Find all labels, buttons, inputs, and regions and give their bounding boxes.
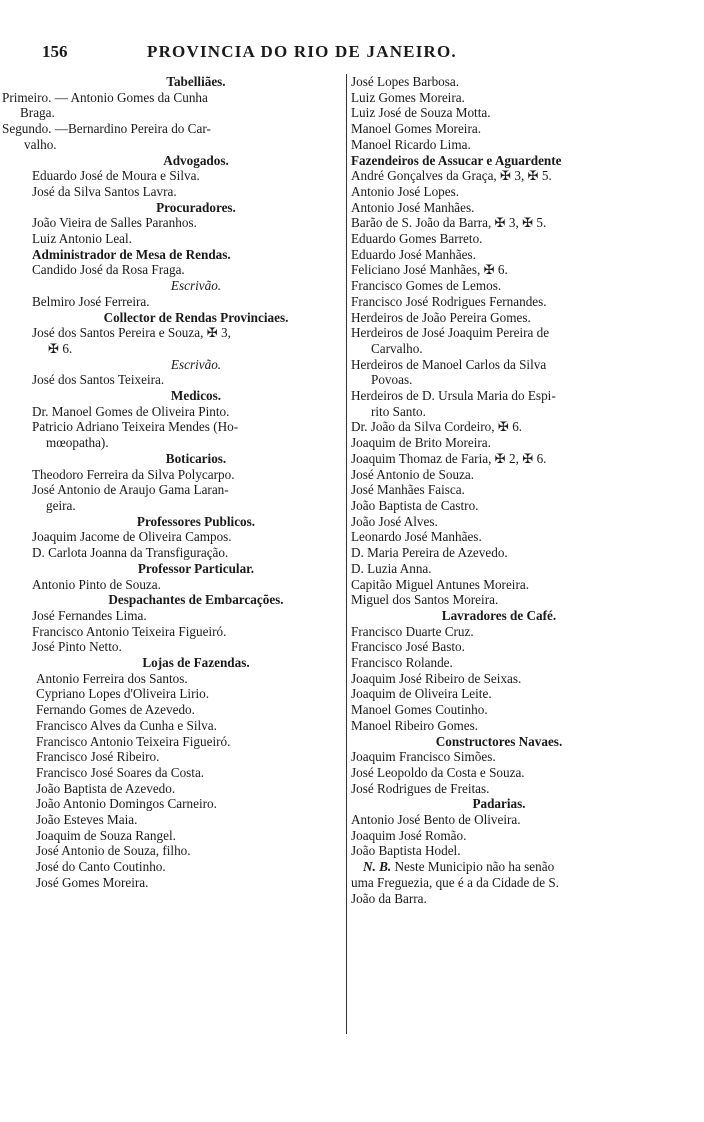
entry-line: José Antonio de Souza, filho. <box>36 843 191 859</box>
entry-line: Joaquim Thomaz de Faria, ✠ 2, ✠ 6. <box>351 450 547 466</box>
entry-label: Segundo. <box>2 121 52 137</box>
page-number: 156 <box>42 42 68 61</box>
entry-line: Antonio José Manhães. <box>351 199 475 215</box>
entry-line: Francisco Antonio Teixeira Figueiró. <box>32 623 227 639</box>
entry-line <box>2 90 340 106</box>
section-heading-despachantes: Despachantes de Embarcações. <box>108 592 284 608</box>
entry-line: Herdeiros de José Joaquim Pereira de <box>351 325 550 341</box>
entry-line: Francisco José Soares da Costa. <box>36 764 205 780</box>
entry-line: Joaquim Francisco Simões. <box>351 749 496 765</box>
footnote-text: Neste Municipio não ha senão <box>394 859 555 875</box>
section-heading-professores-publicos: Professores Publicos. <box>136 513 256 529</box>
entry-line: Patricio Adriano Teixeira Mendes (Ho- <box>32 419 239 435</box>
footnote-continuation: uma Freguezia, que é a da Cidade de S. <box>351 874 559 890</box>
entry-continuation: Povoas. <box>371 372 413 388</box>
running-title: PROVINCIA DO RIO DE JANEIRO. <box>147 42 457 61</box>
section-heading-fazendeiros: Fazendeiros de Assucar e Aguardente <box>351 152 562 168</box>
entry-line: Antonio José Lopes. <box>351 183 460 199</box>
entry-line: Barão de S. João da Barra, ✠ 3, ✠ 5. <box>351 215 547 231</box>
entry-line: João Baptista de Azevedo. <box>36 780 176 796</box>
entry-text: —Bernardino Pereira do Car- <box>54 121 211 137</box>
entry-continuation: geira. <box>46 497 76 513</box>
entry-line: José Fernandes Lima. <box>32 607 147 623</box>
entry-line: Theodoro Ferreira da Silva Polycarpo. <box>32 466 235 482</box>
section-heading-professor-particular: Professor Particular. <box>137 560 255 576</box>
entry-line: Antonio Pinto de Souza. <box>32 576 161 592</box>
entry-line: Eduardo José de Moura e Silva. <box>32 168 200 184</box>
entry-line: João Esteves Maia. <box>36 812 138 828</box>
entry-line: Manoel Gomes Moreira. <box>351 121 482 137</box>
entry-line: Belmiro José Ferreira. <box>32 293 150 309</box>
entry-continuation: Carvalho. <box>371 340 423 356</box>
entry-line: José da Silva Santos Lavra. <box>32 183 177 199</box>
entry-line: José Lopes Barbosa. <box>351 74 460 89</box>
entry-line: Antonio Ferreira dos Santos. <box>36 670 188 686</box>
entry-continuation: valho. <box>24 136 57 152</box>
entry-line: José Antonio de Araujo Gama Laran- <box>32 482 229 498</box>
left-column <box>2 74 340 891</box>
section-heading-advogados: Advogados. <box>163 152 229 168</box>
entry-line: João José Alves. <box>351 513 438 529</box>
entry-line: Luiz Antonio Leal. <box>32 231 132 247</box>
entry-line: Dr. Manoel Gomes de Oliveira Pinto. <box>32 403 230 419</box>
section-heading-administrador: Administrador de Mesa de Rendas. <box>32 246 231 262</box>
entry-continuation: ✠ 6. <box>48 340 73 356</box>
entry-line: Joaquim de Souza Rangel. <box>36 827 176 843</box>
entry-line: Joaquim José Romão. <box>351 827 467 843</box>
entry-line: José Gomes Moreira. <box>36 874 149 890</box>
entry-line: José Manhães Faisca. <box>351 482 465 498</box>
entry-line: José Rodrigues de Freitas. <box>351 780 490 796</box>
entry-line: Francisco Antonio Teixeira Figueiró. <box>36 733 231 749</box>
entry-line: Francisco Rolande. <box>351 655 453 671</box>
entry-line: João Baptista Hodel. <box>351 843 461 859</box>
right-column <box>346 74 647 1034</box>
entry-line: Luiz José de Souza Motta. <box>351 105 491 121</box>
entry-line: Francisco Duarte Cruz. <box>351 623 474 639</box>
footnote-label: N. B. <box>363 859 392 875</box>
entry-line: Herdeiros de D. Ursula Maria do Espi- <box>351 388 556 404</box>
entry-line: Francisco José Ribeiro. <box>36 749 160 765</box>
entry-line: José dos Santos Teixeira. <box>32 372 165 388</box>
entry-line: Manoel Ricardo Lima. <box>351 136 471 152</box>
sub-heading-escrivao: Escrivão. <box>170 278 222 294</box>
entry-text: — Antonio Gomes da Cunha <box>54 89 208 105</box>
entry-continuation: rito Santo. <box>371 403 426 419</box>
entry-line: Herdeiros de Manoel Carlos da Silva <box>351 356 547 372</box>
entry-line: Francisco Alves da Cunha e Silva. <box>36 717 217 733</box>
entry-line: André Gonçalves da Graça, ✠ 3, ✠ 5. <box>351 168 552 184</box>
entry-line: José Leopoldo da Costa e Souza. <box>351 764 525 780</box>
entry-line: Joaquim de Brito Moreira. <box>351 435 491 451</box>
entry-line: Francisco José Rodrigues Fernandes. <box>351 293 547 309</box>
entry-line: Francisco Gomes de Lemos. <box>351 278 502 294</box>
section-heading-boticarios: Boticarios. <box>165 450 227 466</box>
entry-line: Leonardo José Manhães. <box>351 529 482 545</box>
entry-line: D. Carlota Joanna da Transfiguração. <box>32 545 229 561</box>
entry-line: Francisco José Basto. <box>351 639 465 655</box>
entry-line: João Antonio Domingos Carneiro. <box>36 796 217 812</box>
entry-line: D. Luzia Anna. <box>351 560 432 576</box>
entry-line: João Baptista de Castro. <box>351 497 479 513</box>
entry-continuation: mœopatha). <box>46 435 109 451</box>
footnote-line <box>351 859 647 875</box>
section-heading-procuradores: Procuradores. <box>156 199 236 215</box>
entry-line: José dos Santos Pereira e Souza, ✠ 3, <box>32 325 231 341</box>
entry-line: José do Canto Coutinho. <box>36 859 166 875</box>
entry-line: José Antonio de Souza. <box>351 466 475 482</box>
entry-line: Cypriano Lopes d'Oliveira Lirio. <box>36 686 210 702</box>
entry-line: Eduardo José Manhães. <box>351 246 476 262</box>
entry-line <box>2 121 340 137</box>
entry-line: Dr. João da Silva Cordeiro, ✠ 6. <box>351 419 523 435</box>
section-heading-medicos: Medicos. <box>170 388 222 404</box>
entry-line: Antonio José Bento de Oliveira. <box>351 812 521 828</box>
entry-line: Joaquim de Oliveira Leite. <box>351 686 492 702</box>
entry-line: Manoel Gomes Coutinho. <box>351 702 488 718</box>
entry-label: Primeiro. <box>2 89 52 105</box>
footnote-continuation: João da Barra. <box>351 890 427 906</box>
running-header <box>42 42 642 64</box>
entry-line: Miguel dos Santos Moreira. <box>351 592 499 608</box>
entry-line: Joaquim José Ribeiro de Seixas. <box>351 670 522 686</box>
entry-line: Eduardo Gomes Barreto. <box>351 231 483 247</box>
entry-line: José Pinto Netto. <box>32 639 122 655</box>
entry-line: João Vieira de Salles Paranhos. <box>32 215 197 231</box>
sub-heading-escrivao: Escrivão. <box>170 356 222 372</box>
entry-line: Feliciano José Manhães, ✠ 6. <box>351 262 508 278</box>
entry-line: Luiz Gomes Moreira. <box>351 89 465 105</box>
entry-line: Capitão Miguel Antunes Moreira. <box>351 576 529 592</box>
section-heading-constructores: Constructores Navaes. <box>435 733 563 749</box>
entry-line: Fernando Gomes de Azevedo. <box>36 702 195 718</box>
section-heading-lojas: Lojas de Fazendas. <box>142 655 250 671</box>
entry-line: Herdeiros de João Pereira Gomes. <box>351 309 531 325</box>
entry-continuation: Braga. <box>20 105 55 121</box>
section-heading-collector: Collector de Rendas Provinciaes. <box>103 309 289 325</box>
entry-line: Candido José da Rosa Fraga. <box>32 262 185 278</box>
section-heading-lavradores: Lavradores de Café. <box>441 607 557 623</box>
section-heading-tabelliaes: Tabelliães. <box>166 74 226 89</box>
entry-line: Manoel Ribeiro Gomes. <box>351 717 479 733</box>
entry-line: D. Maria Pereira de Azevedo. <box>351 545 508 561</box>
section-heading-padarias: Padarias. <box>472 796 526 812</box>
entry-line: Joaquim Jacome de Oliveira Campos. <box>32 529 232 545</box>
